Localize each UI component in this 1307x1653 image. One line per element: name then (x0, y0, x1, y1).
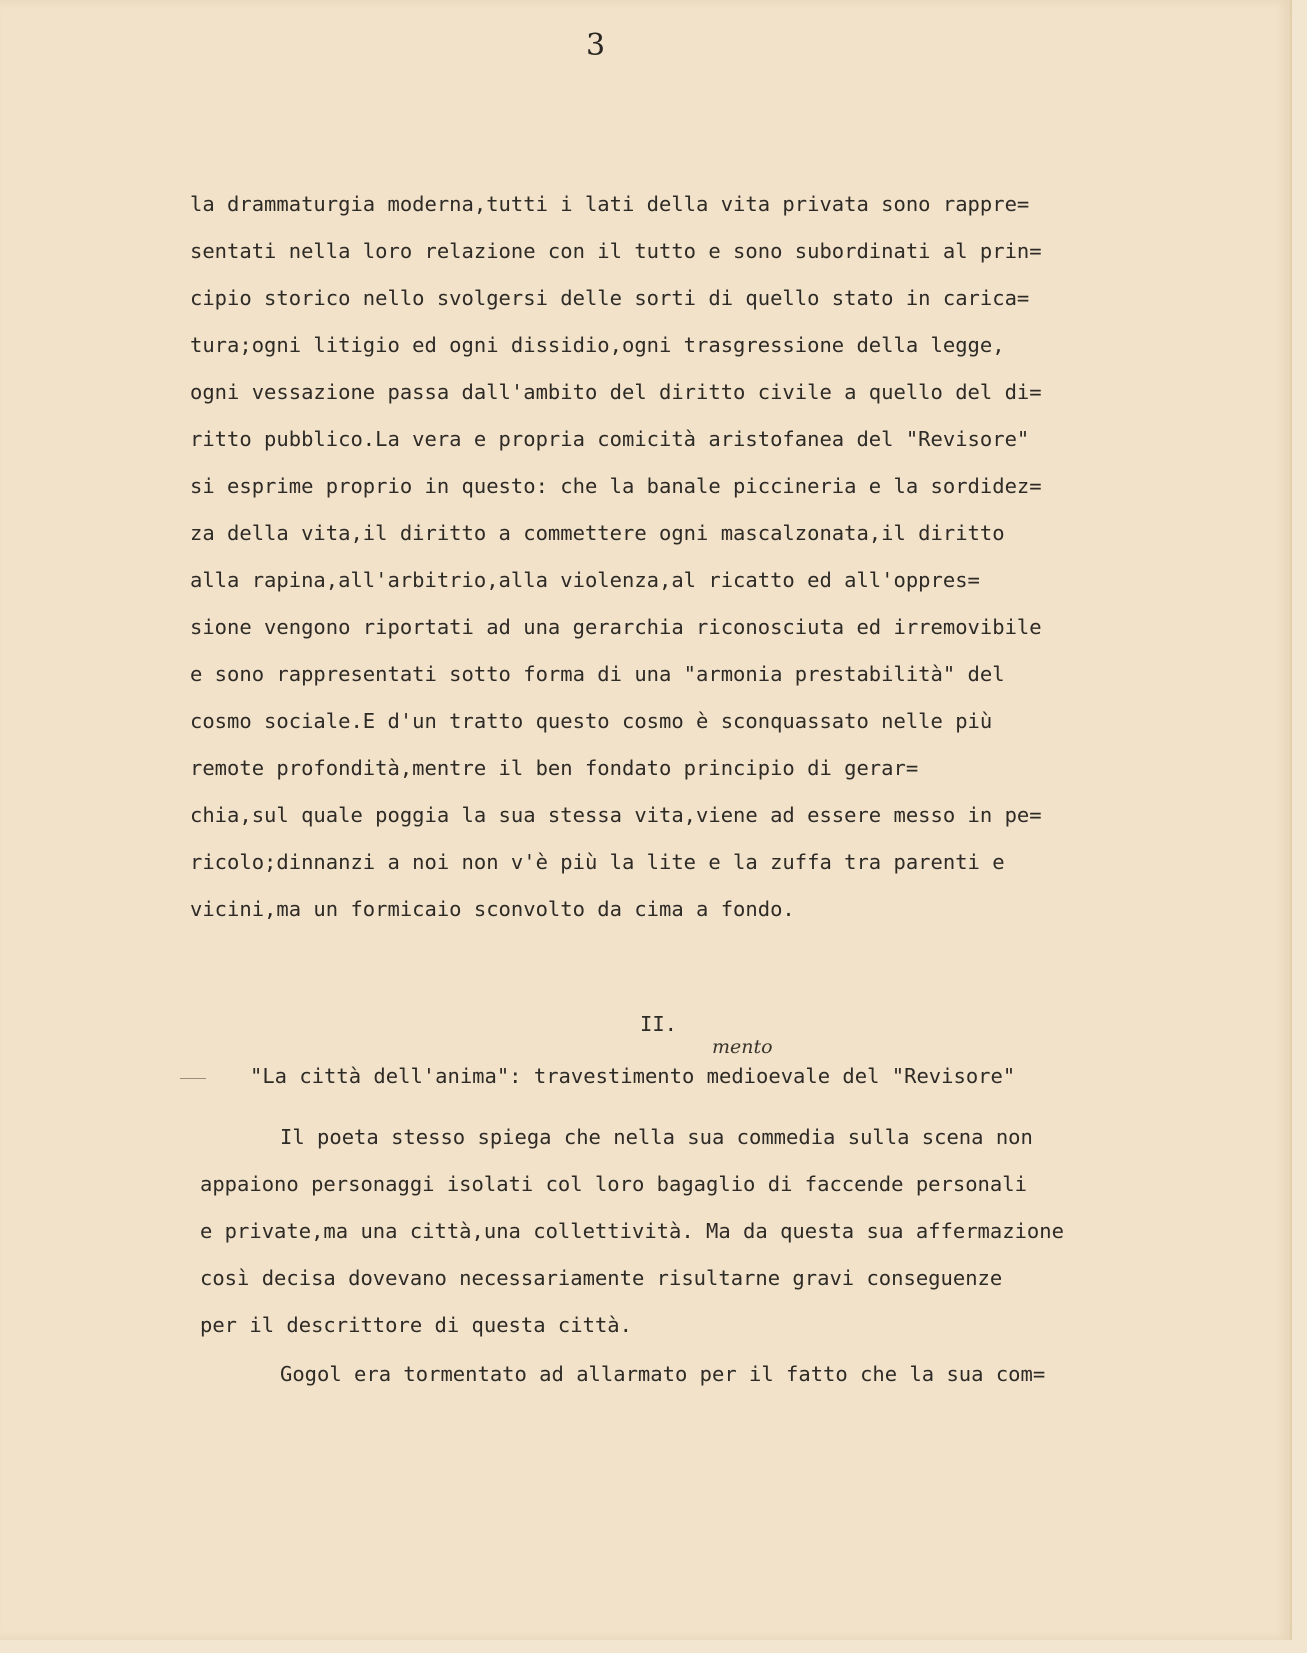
section-number: II. (640, 1012, 678, 1036)
text-line: ogni vessazione passa dall'ambito del diritto civile a quello del di= (190, 380, 1042, 404)
text-line: appaiono personaggi isolati col loro bagaglio di faccende personali (200, 1172, 1027, 1196)
page-number: 3 (586, 28, 606, 63)
text-line: si esprime proprio in questo: che la banale piccineria e la sordidez= (190, 474, 1042, 498)
text-line: vicini,ma un formicaio sconvolto da cima a fondo. (190, 897, 795, 921)
text-line: così decisa dovevano necessariamente risultarne gravi conseguenze (200, 1266, 1003, 1290)
text-line: tura;ogni litigio ed ogni dissidio,ogni trasgressione della legge, (190, 333, 1005, 357)
text-line: cosmo sociale.E d'un tratto questo cosmo è sconquassato nelle più (190, 709, 993, 733)
text-line: za della vita,il diritto a commettere ogni mascalzonata,il diritto (190, 521, 1005, 545)
section-title: "La città dell'anima": travestimento medioevale del "Revisore" (250, 1064, 1016, 1088)
text-line: ricolo;dinnanzi a noi non v'è più la lite e la zuffa tra parenti e (190, 850, 1005, 874)
text-line: Il poeta stesso spiega che nella sua commedia sulla scena non (280, 1125, 1033, 1149)
text-line: cipio storico nello svolgersi delle sorti di quello stato in carica= (190, 286, 1030, 310)
text-line: ritto pubblico.La vera e propria comicità aristofanea del "Revisore" (190, 427, 1030, 451)
text-line: sione vengono riportati ad una gerarchia riconosciuta ed irremovibile (190, 615, 1042, 639)
text-line: sentati nella loro relazione con il tutto e sono subordinati al prin= (190, 239, 1042, 263)
text-line: alla rapina,all'arbitrio,alla violenza,al ricatto ed all'oppres= (190, 568, 980, 592)
margin-mark (180, 1078, 206, 1079)
text-line: Gogol era tormentato ad allarmato per il fatto che la sua com= (280, 1362, 1046, 1386)
text-line: la drammaturgia moderna,tutti i lati della vita privata sono rappre= (190, 192, 1030, 216)
text-line: e sono rappresentati sotto forma di una "armonia prestabilità" del (190, 662, 1005, 686)
text-line: e private,ma una città,una collettività. Ma da questa sua affermazione (200, 1219, 1064, 1243)
text-line: remote profondità,mentre il ben fondato principio di gerar= (190, 756, 919, 780)
text-line: per il descrittore di questa città. (200, 1313, 632, 1337)
handwritten-insertion: mento (712, 1036, 773, 1058)
text-line: chia,sul quale poggia la sua stessa vita,viene ad essere messo in pe= (190, 803, 1042, 827)
